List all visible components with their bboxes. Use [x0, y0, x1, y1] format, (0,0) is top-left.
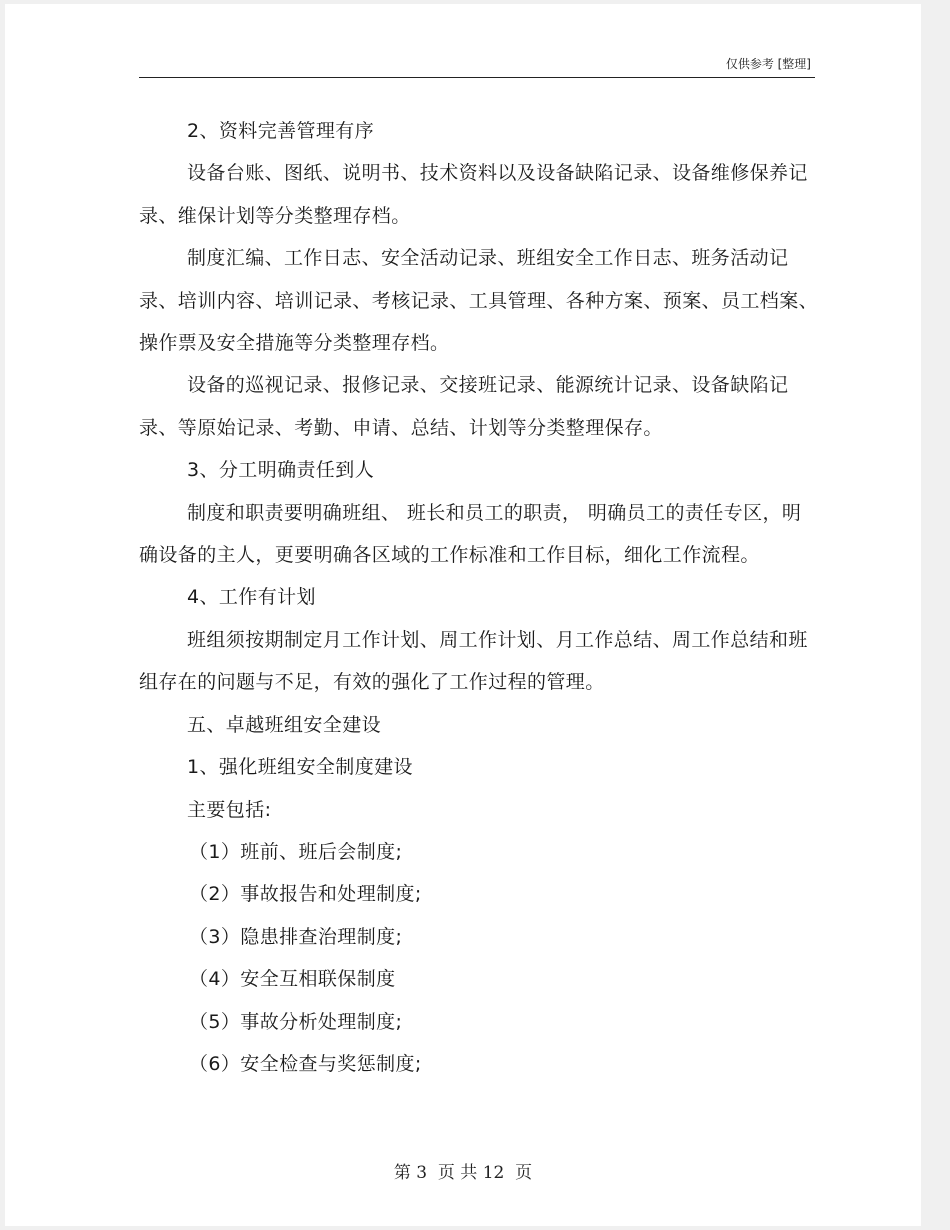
list-item: （5）事故分析处理制度;	[189, 1010, 403, 1033]
page-number: 第 3 页 共 12 页	[393, 1163, 533, 1183]
paragraph: 班组须按期制定月工作计划、周工作计划、月工作总结、周工作总结和班组存在的问题与不足，有效的强化了工作过程的管理。	[139, 628, 808, 694]
document-body	[139, 110, 819, 1085]
paragraph: 制度和职责要明确班组、 班长和员工的职责， 明确员工的责任专区，明确设备的主人，更要明确各区域的工作标准和工作目标，细化工作流程。	[139, 501, 802, 567]
header-note: 仅供参考 [整理]	[725, 57, 811, 71]
page-footer	[5, 1158, 921, 1183]
paragraph: 1、强化班组安全制度建设	[187, 756, 413, 779]
list-item: （6）安全检查与奖惩制度;	[189, 1052, 422, 1075]
paragraph: 3、分工明确责任到人	[187, 459, 375, 482]
paragraph: 4、工作有计划	[187, 586, 316, 609]
list-item: （2）事故报告和处理制度;	[189, 883, 422, 906]
paragraph: 制度汇编、工作日志、安全活动记录、班组安全工作日志、班务活动记录、培训内容、培训记录、考核记录、工具管理、各种方案、预案、员工档案、操作票及安全措施等分类整理存档。	[139, 247, 819, 355]
paragraph: 2、资料完善管理有序	[187, 120, 375, 142]
paragraph: 主要包括:	[187, 798, 272, 821]
list-item: （1）班前、班后会制度;	[189, 840, 403, 863]
paragraph: 设备的巡视记录、报修记录、交接班记录、能源统计记录、设备缺陷记录、等原始记录、考勤、申请、总结、计划等分类整理保存。	[139, 374, 789, 439]
document-page	[5, 4, 921, 1226]
list-item: （4）安全互相联保制度	[189, 968, 396, 991]
paragraph: 设备台账、图纸、说明书、技术资料以及设备缺陷记录、设备维修保养记录、维保计划等分类整理存档。	[139, 162, 808, 227]
list-item: （3）隐患排查治理制度;	[189, 925, 403, 948]
section-heading: 五、卓越班组安全建设	[187, 713, 382, 736]
header-divider	[139, 77, 815, 78]
